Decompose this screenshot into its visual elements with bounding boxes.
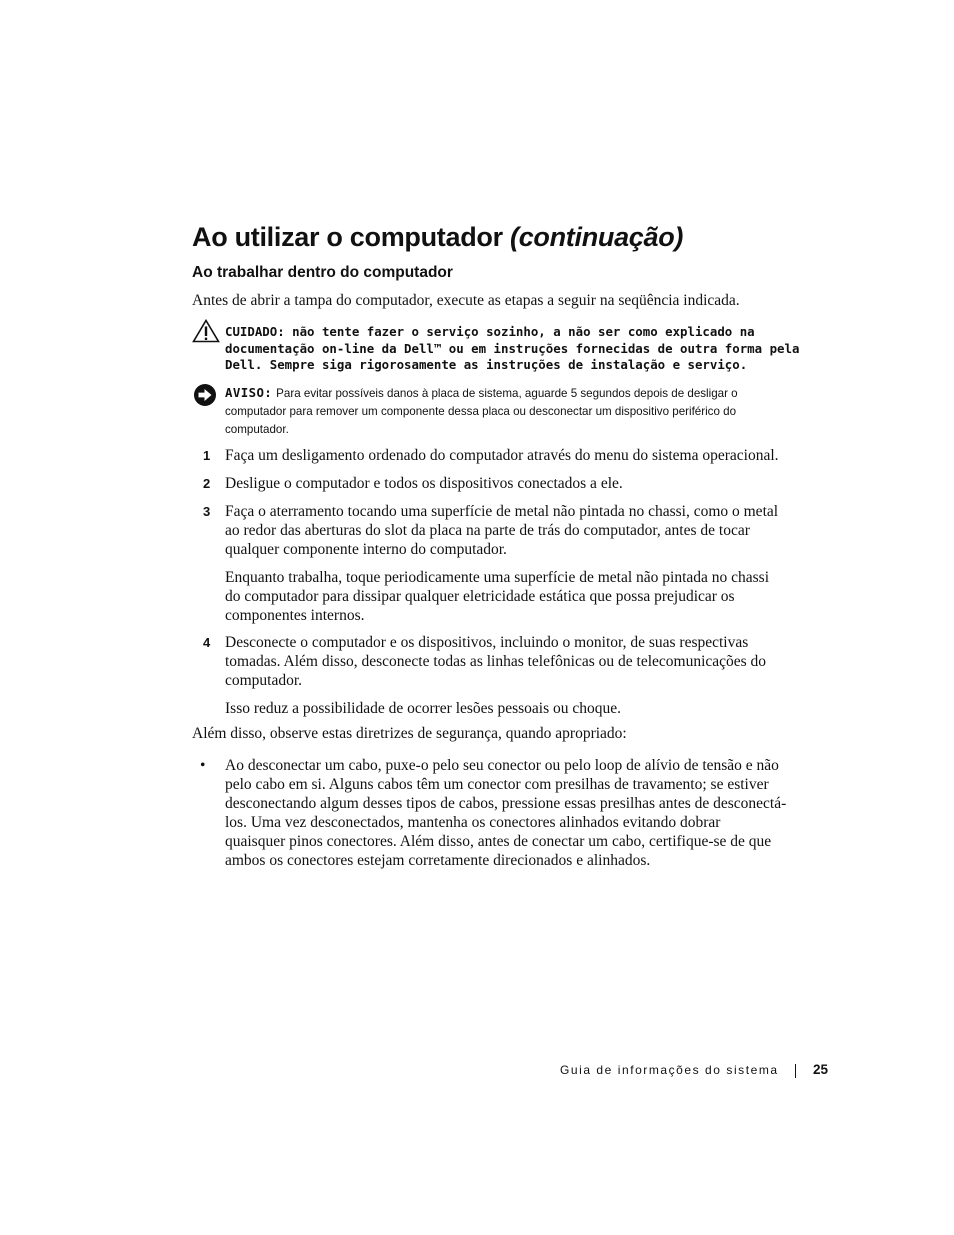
step-note-line: Isso reduz a possibilidade de ocorrer lesões pessoais ou choque. [225,700,621,717]
step-note-line: componentes internos. [225,607,365,624]
caution-line: CUIDADO: não tente fazer o serviço sozinho, a não ser como explicado na [225,324,755,339]
page-number: 25 [813,1062,829,1077]
bullet-item [225,756,815,870]
step-note [225,699,815,718]
step-number: 2 [203,476,211,491]
bullet-line: quaisquer pinos conectores. Além disso, antes de conectar um cabo, certifique-se de que [225,833,772,850]
page-title [192,222,683,253]
step-line: Faça o aterramento tocando uma superfície de metal não pintada no chassi, como o metal [225,503,779,520]
page-title-continuation: (continuação) [510,222,684,252]
notice-label: AVISO: [225,385,273,400]
notice-line: computador para remover um componente dessa placa ou desconectar um dispositivo periférico do [225,405,737,418]
caution-line: documentação on-line da Dell™ ou em instruções fornecidas de outra forma pela [225,340,800,356]
step-line: computador. [225,672,303,689]
caution-block [225,324,815,374]
step-line: Desconecte o computador e os dispositivos, incluindo o monitor, de suas respectivas [225,634,749,651]
bullet-line: ambos os conectores estejam corretamente direcionados e alinhados. [225,852,651,869]
footer-divider [795,1064,796,1078]
page-title-main: Ao utilizar o computador [192,222,503,252]
step-text [225,633,815,690]
step-text [225,474,815,493]
guidelines-intro: Além disso, observe estas diretrizes de segurança, quando apropriado: [192,725,627,742]
page-footer [560,1061,830,1081]
step-note-line: do computador para dissipar qualquer eletricidade estática que possa prejudicar os [225,588,735,605]
step-line: tomadas. Além disso, desconecte todas as linhas telefônicas ou de telecomunicações do [225,653,767,670]
notice-arrow-icon [193,383,217,407]
step-number: 3 [203,504,211,519]
bullet-symbol: • [200,757,206,774]
step-number: 4 [203,635,211,650]
notice-line: computador. [225,423,289,436]
bullet-line: los. Uma vez desconectados, mantenha os conectores alinhados evitando dobrar [225,814,721,831]
bullet-line: desconectando algum desses tipos de cabos, pressione essas presilhas antes de desconectá- [225,795,787,812]
section-heading: Ao trabalhar dentro do computador [192,264,453,281]
step-line: qualquer componente interno do computador. [225,541,507,558]
warning-triangle-icon [192,319,220,343]
notice-line: Para evitar possíveis danos à placa de sistema, aguarde 5 segundos depois de desligar o [276,387,738,400]
bullet-line: Ao desconectar um cabo, puxe-o pelo seu conector ou pelo loop de alívio de tensão e não [225,757,779,774]
step-note-line: Enquanto trabalha, toque periodicamente uma superfície de metal não pintada no chassi [225,569,770,586]
step-note [225,568,815,625]
caution-line: Dell. Sempre siga rigorosamente as instruções de instalação e serviço. [225,357,748,372]
notice-block [225,384,815,439]
step-line: Faça um desligamento ordenado do computador através do menu do sistema operacional. [225,447,779,464]
bullet-line: pelo cabo em si. Alguns cabos têm um conector com presilhas de travamento; se estiver [225,776,769,793]
step-text [225,446,815,465]
footer-guide-title: Guia de informações do sistema [560,1063,779,1077]
intro-paragraph: Antes de abrir a tampa do computador, execute as etapas a seguir na seqüência indicada. [192,292,740,309]
step-number: 1 [203,448,211,463]
step-line: Desligue o computador e todos os dispositivos conectados a ele. [225,475,623,492]
step-line: ao redor das aberturas do slot da placa na parte de trás do computador, antes de tocar [225,522,750,539]
step-text [225,502,815,559]
